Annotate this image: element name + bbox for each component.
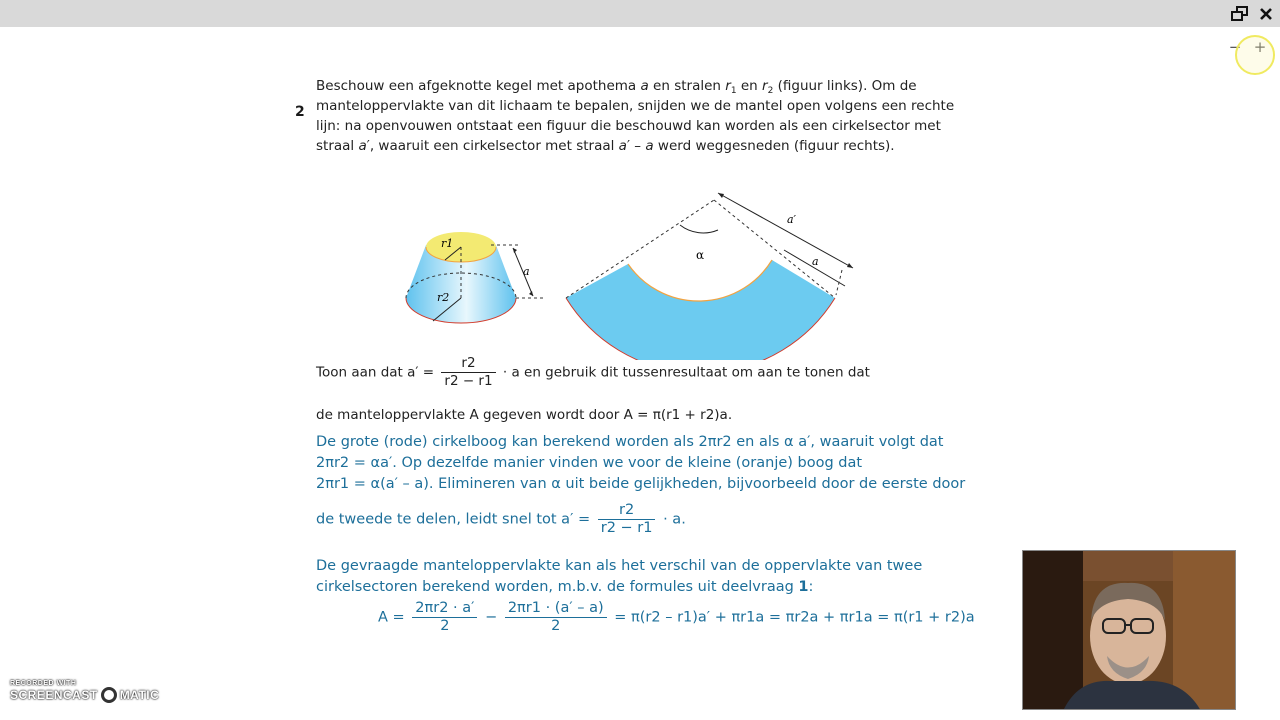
presenter-video — [1023, 551, 1236, 710]
label-r1: r1 — [441, 237, 454, 250]
label-a-sector: a — [812, 255, 819, 268]
answer-formula: A = $\frac{2\pi r2 \cdot a'}{2}$ − $\frac{2\pi r1 \cdot (a' - a)}{2}$ = π(r2 – r1)a′ + πr1a = πr2a + πr1a = π(r1 + r2)a — [378, 600, 975, 634]
intro-line-2: manteloppervlakte van dit lichaam te bepalen, snijden we de mantel open volgens een rechte — [316, 98, 955, 114]
label-a-prime: a′ — [787, 213, 797, 226]
intro-line-4: straal a′, waaruit een cirkelsector met straal a′ – a werd weggesneden (figuur rechts). — [316, 138, 895, 154]
frustum-and-sector-figure — [395, 160, 865, 360]
intro-line-3: lijn: na openvouwen ontstaat een figuur die beschouwd kan worden als een cirkelsector met — [316, 118, 941, 134]
task-line-2: de manteloppervlakte A gegeven wordt door A = π(r1 + r2)a. — [316, 407, 733, 423]
answer-line-4: de tweede te delen, leidt snel tot a′ = $\frac{r2}{r2 - r1}$ · a. — [316, 502, 686, 536]
answer-line-1: De grote (rode) cirkelboog kan berekend worden als 2πr2 en als α a′, waaruit volgt dat — [316, 434, 944, 450]
answer-line-2: 2πr2 = αa′. Op dezelfde manier vinden we voor de kleine (oranje) boog dat — [316, 455, 863, 471]
formula-fraction-2: $\frac{2\pi r1 \cdot (a' - a)}{2}$ — [505, 600, 607, 635]
zoom-out-button[interactable]: − — [1228, 38, 1242, 56]
label-alpha: α — [696, 248, 705, 262]
task-fraction: $\frac{r2}{r2 - r1}$ — [441, 355, 495, 390]
restore-window-icon[interactable] — [1230, 4, 1250, 24]
formula-fraction-1: $\frac{2\pi r2 \cdot a'}{2}$ — [412, 600, 477, 635]
label-r2: r2 — [437, 291, 450, 304]
question-number: 2 — [295, 104, 305, 120]
zoom-in-button[interactable]: + — [1253, 38, 1267, 56]
task-line-1: Toon aan dat a′ = $\frac{r2}{r2 - r1}$ · a en gebruik dit tussenresultaat om aan te tonen dat — [316, 355, 870, 389]
answer-fraction: $\frac{r2}{r2 - r1}$ — [598, 502, 656, 537]
sector-figure — [566, 193, 853, 360]
intro-line-1: Beschouw een afgeknotte kegel met apothema a en stralen $r_1$ en $r_2$ (figuur links). Om de — [316, 78, 917, 96]
screencast-logo-icon — [101, 687, 117, 703]
label-a-frustum: a — [523, 265, 530, 278]
answer-line-5: De gevraagde manteloppervlakte kan als het verschil van de oppervlakte van twee — [316, 558, 923, 574]
answer-line-3: 2πr1 = α(a′ – a). Elimineren van α uit beide gelijkheden, bijvoorbeeld door de eerste door — [316, 476, 966, 492]
close-icon[interactable] — [1256, 4, 1276, 24]
webcam-overlay — [1022, 550, 1236, 710]
recording-watermark: RECORDED WITH SCREENCAST MATIC — [10, 680, 160, 702]
answer-line-6: cirkelsectoren berekend worden, m.b.v. de formules uit deelvraag 1: — [316, 579, 814, 595]
window-title-bar — [0, 0, 1280, 27]
